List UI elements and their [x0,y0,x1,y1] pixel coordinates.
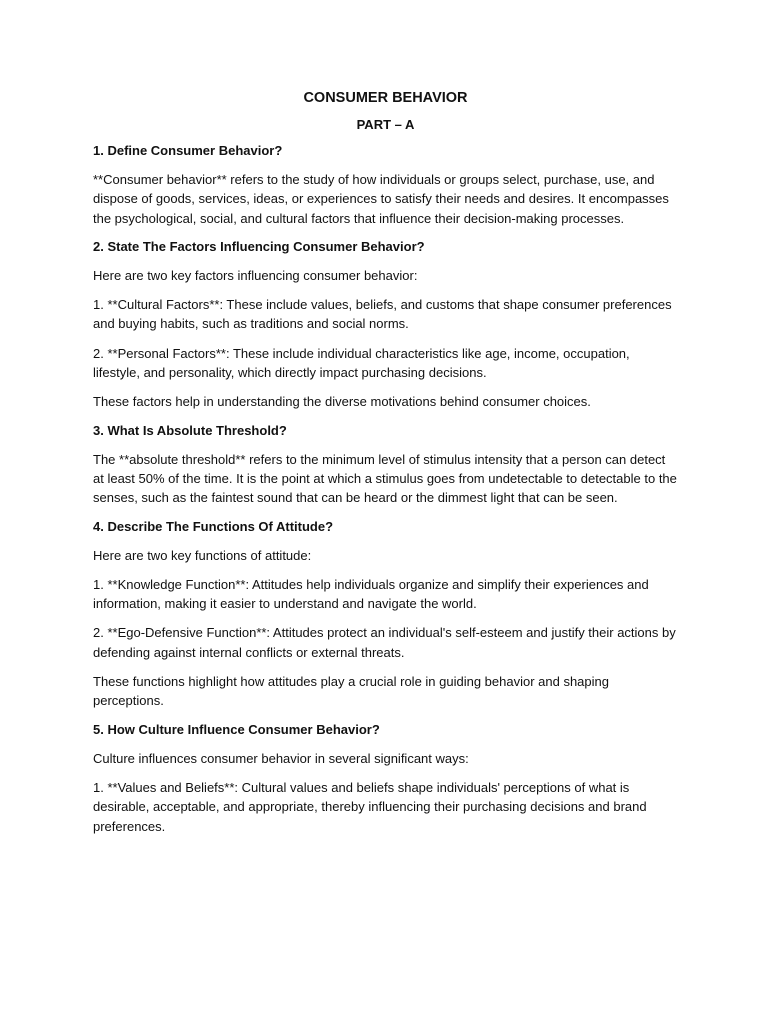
answer-paragraph: Here are two key factors influencing consumer behavior: [93,267,418,283]
answer-paragraph: These functions highlight how attitudes play a crucial role in guiding behavior and shaping perceptions. [93,674,609,709]
part-heading: PART – A [356,117,415,132]
answer-paragraph: **Consumer behavior** refers to the study of how individuals or groups select, purchase, use, and dispose of goods, services, ideas, or experiences to satisfy their needs and desires. It encompasses the psychological, social, and cultural factors that influence their decision-making processes. [93,172,669,226]
answer-paragraph: 1. **Cultural Factors**: These include values, beliefs, and customs that shape consumer preferences and buying habits, such as traditions and social norms. [93,297,672,332]
document-page [93,88,678,846]
answer-paragraph: 2. **Ego-Defensive Function**: Attitudes protect an individual's self-esteem and justify their actions by defending against internal conflicts or external threats. [93,625,676,660]
question-heading: 1. Define Consumer Behavior? [93,143,283,158]
question-heading: 4. Describe The Functions Of Attitude? [93,518,334,534]
answer-paragraph: The **absolute threshold** refers to the minimum level of stimulus intensity that a person can detect at least 50% of the time. It is the point at which a stimulus goes from undetectable to detectable to the senses, such as the faintest sound that can be heard or the dimmest light that can be seen. [93,451,677,506]
answer-paragraph: These factors help in understanding the diverse motivations behind consumer choices. [93,394,591,410]
document-title: CONSUMER BEHAVIOR [303,90,468,106]
question-heading: 5. How Culture Influence Consumer Behavior? [93,721,380,737]
answer-paragraph: Culture influences consumer behavior in several significant ways: [93,750,469,766]
question-heading: 2. State The Factors Influencing Consumer Behavior? [93,238,425,254]
answer-paragraph: Here are two key functions of attitude: [93,547,312,563]
answer-paragraph: 2. **Personal Factors**: These include individual characteristics like age, income, occupation, lifestyle, and personality, which directly impact purchasing decisions. [93,345,630,381]
answer-paragraph: 1. **Knowledge Function**: Attitudes help individuals organize and simplify their experiences and information, making it easier to understand and navigate the world. [93,576,649,612]
question-heading: 3. What Is Absolute Threshold? [93,422,287,438]
answer-paragraph: 1. **Values and Beliefs**: Cultural values and beliefs shape individuals' perceptions of what is desirable, acceptable, and appropriate, thereby influencing their purchasing decisions and brand preferences. [93,779,647,834]
